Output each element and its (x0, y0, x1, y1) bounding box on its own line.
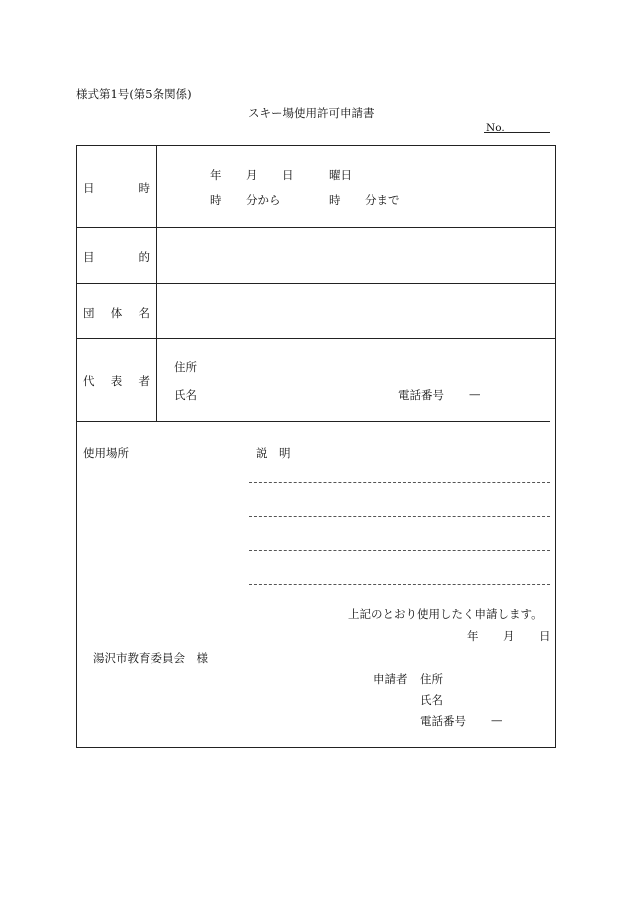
group-label-char-3: 名 (138, 306, 150, 320)
application-date-year: 年 (467, 629, 479, 643)
usage-location-label: 使用場所 (83, 446, 129, 460)
no-label: No. (486, 122, 505, 134)
rep-label-char-1: 代 (83, 374, 95, 388)
datetime-label-char-2: 時 (138, 181, 150, 195)
datetime-year: 年 (210, 168, 222, 182)
datetime-to-hour: 時 (329, 193, 341, 207)
datetime-from-minute: 分から (246, 193, 281, 207)
representative-phone-label: 電話番号 (398, 388, 444, 402)
page-title: スキー場使用許可申請書 (248, 106, 375, 120)
no-underline (484, 132, 550, 133)
representative-address-label: 住所 (174, 360, 197, 374)
explanation-line-4 (249, 584, 550, 585)
application-date-day: 日 (539, 629, 551, 643)
row-divider-4 (76, 421, 550, 422)
datetime-to-minute: 分まで (365, 193, 400, 207)
applicant-label: 申請者 (373, 672, 408, 686)
representative-label (83, 373, 150, 389)
representative-phone-dash: — (469, 387, 481, 401)
datetime-day: 日 (282, 168, 294, 182)
row-divider-2 (76, 283, 556, 284)
explanation-line-2 (249, 516, 550, 517)
datetime-label (83, 180, 150, 196)
rep-label-char-2: 表 (110, 374, 123, 388)
purpose-label (83, 249, 150, 265)
applicant-address-label: 住所 (420, 672, 443, 686)
datetime-label-char-1: 日 (83, 181, 95, 195)
purpose-label-char-2: 的 (138, 250, 150, 264)
representative-name-label: 氏名 (174, 388, 197, 402)
explanation-line-1 (249, 482, 550, 483)
group-label-char-1: 団 (83, 306, 95, 320)
applicant-name-label: 氏名 (420, 693, 443, 707)
datetime-from-hour: 時 (210, 193, 222, 207)
application-date-month: 月 (503, 629, 515, 643)
addressee: 湯沢市教育委員会 様 (93, 651, 208, 665)
form-number: 様式第1号(第5条関係) (76, 87, 192, 101)
explanation-label: 説 明 (256, 446, 291, 460)
datetime-month: 月 (246, 168, 258, 182)
group-label-char-2: 体 (110, 306, 123, 320)
applicant-phone-dash: — (491, 713, 503, 727)
applicant-phone-label: 電話番号 (420, 714, 466, 728)
group-name-label (83, 305, 150, 321)
purpose-label-char-1: 目 (83, 250, 95, 264)
explanation-line-3 (249, 550, 550, 551)
row-divider-1 (76, 227, 556, 228)
datetime-weekday: 曜日 (329, 168, 352, 182)
row-divider-3 (76, 338, 556, 339)
application-statement: 上記のとおり使用したく申請します。 (348, 607, 543, 621)
rep-label-char-3: 者 (138, 374, 150, 388)
